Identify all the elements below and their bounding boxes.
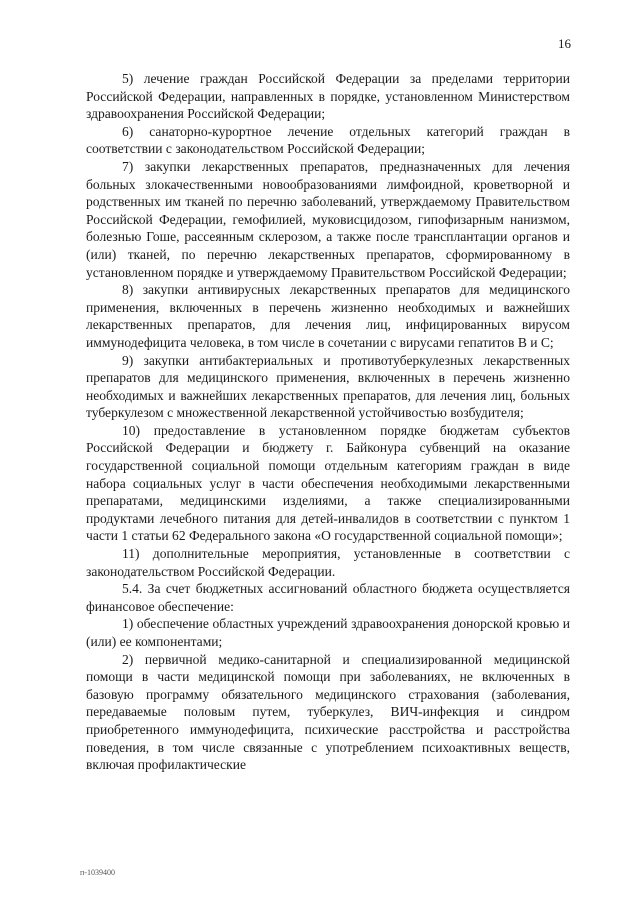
paragraph-item-8: 8) закупки антивирусных лекарственных препаратов для медицинского применения, включенных в перечень жизненно необходимых и важнейших лекарственных препаратов, для лечения лиц, инфицированных вирусом иммунодефицита человека, в том числе в сочетании с вирусами гепатитов B и C; bbox=[86, 282, 570, 350]
paragraph-item-10: 10) предоставление в установленном порядке бюджетам субъектов Российской Федерации и бюджету г. Байконура субвенций на оказание государственной социальной помощи отдельным категориям граждан в виде набора социальных услуг в части обеспечения необходимыми лекарственными препаратами, медицинскими изделиями, а также специализированными продуктами лечебного питания для детей-инвалидов в соответствии с пунктом 1 части 1 статьи 62 Федерального закона «О государственной социальной помощи»; bbox=[86, 422, 570, 544]
paragraph-item-5: 5) лечение граждан Российской Федерации за пределами территории Российской Федерации, направленных в порядке, установленном Министерством здравоохранения Российской Федерации; bbox=[86, 71, 570, 122]
paragraph-subitem-1: 1) обеспечение областных учреждений здравоохранения донорской кровью и (или) ее компонентами; bbox=[86, 616, 570, 649]
page-number: 16 bbox=[558, 36, 571, 51]
paragraph-item-7: 7) закупки лекарственных препаратов, предназначенных для лечения больных злокачественными новообразованиями лимфоидной, кроветворной и родственных им тканей по перечню заболеваний, утверждаемому Правительством Российской Федерации, гемофилией, муковисцидозом, гипофизарным нанизмом, болезнью Гоше, рассеянным склерозом, а также после трансплантации органов и (или) тканей, по перечню лекарственных препаратов, сформированному в установленном порядке и утверждаемому Правительством Российской Федерации; bbox=[86, 158, 570, 280]
paragraph-item-9: 9) закупки антибактериальных и противотуберкулезных лекарственных препаратов для медицинского применения, включенных в перечень жизненно необходимых и важнейших лекарственных препаратов, для лечения лиц, больных туберкулезом с множественной лекарственной устойчивостью возбудителя; bbox=[86, 352, 570, 421]
document-body bbox=[86, 70, 570, 774]
paragraph-subitem-2: 2) первичной медико-санитарной и специализированной медицинской помощи в части медицинской помощи при заболеваниях, не включенных в базовую программу обязательного медицинского страхования (заболевания, передаваемые половым путем, туберкулез, ВИЧ-инфекция и синдром приобретенного иммунодефицита, психические расстройства и расстройства поведения, в том числе связанные с употреблением психоактивных веществ, включая профилактические bbox=[86, 651, 570, 773]
paragraph-item-11: 11) дополнительные мероприятия, установленные в соответствии с законодательством Российской Федерации. bbox=[86, 546, 570, 579]
paragraph-section-5-4: 5.4. За счет бюджетных ассигнований областного бюджета осуществляется финансовое обеспечение: bbox=[86, 581, 570, 614]
document-code: п-1039400 bbox=[80, 868, 115, 877]
paragraph-item-6: 6) санаторно-курортное лечение отдельных категорий граждан в соответствии с законодательством Российской Федерации; bbox=[86, 123, 570, 157]
